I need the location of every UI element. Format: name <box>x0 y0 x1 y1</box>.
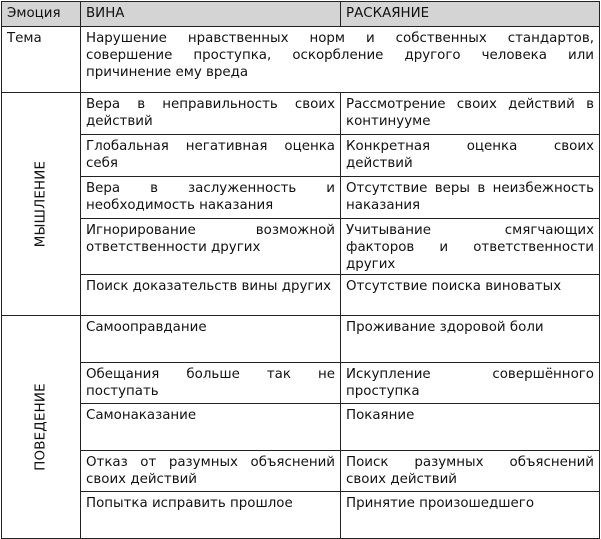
guilt-cell: Вера в неправильность своих действий <box>81 93 341 135</box>
remorse-cell: Проживание здоровой боли <box>341 316 600 363</box>
table-row <box>2 177 600 219</box>
guilt-cell: Попытка исправить прошлое <box>81 492 341 539</box>
table-row <box>2 492 600 539</box>
behavior-group-label <box>2 316 81 539</box>
remorse-cell: Отсутствие веры в неизбежность наказания <box>341 177 600 219</box>
theme-row <box>2 27 600 93</box>
guilt-cell: Поиск доказательств вины других <box>81 275 341 316</box>
remorse-cell: Рассмотрение своих действий в континууме <box>341 93 600 135</box>
remorse-cell: Принятие произошедшего <box>341 492 600 539</box>
guilt-cell: Самонаказание <box>81 404 341 451</box>
table-row <box>2 404 600 451</box>
behavior-label: ПОВЕДЕНИЕ <box>33 383 49 471</box>
table-row <box>2 316 600 363</box>
header-emotion: Эмоция <box>2 2 81 27</box>
header-remorse: РАСКАЯНИЕ <box>341 2 600 27</box>
thinking-group-label <box>2 93 81 316</box>
remorse-cell: Конкретная оценка своих действий <box>341 135 600 177</box>
table-row <box>2 135 600 177</box>
remorse-cell: Покаяние <box>341 404 600 451</box>
guilt-cell: Вера в заслуженность и необходимость наказания <box>81 177 341 219</box>
theme-label: Тема <box>2 27 81 93</box>
table-row <box>2 275 600 316</box>
table-row <box>2 451 600 492</box>
header-row <box>2 2 600 27</box>
remorse-cell: Искупление совершённого проступка <box>341 363 600 404</box>
table-row <box>2 93 600 135</box>
remorse-cell: Поиск разумных объяснений своих действий <box>341 451 600 492</box>
header-guilt: ВИНА <box>81 2 341 27</box>
guilt-cell: Самооправдание <box>81 316 341 363</box>
table-row <box>2 219 600 275</box>
guilt-remorse-table <box>1 1 600 539</box>
guilt-cell: Отказ от разумных объяснений своих действий <box>81 451 341 492</box>
remorse-cell: Отсутствие поиска виноватых <box>341 275 600 316</box>
guilt-cell: Глобальная негативная оценка себя <box>81 135 341 177</box>
thinking-label: МЫШЛЕНИЕ <box>33 160 49 248</box>
remorse-cell: Учитывание смягчающих факторов и ответственности других <box>341 219 600 275</box>
theme-text: Нарушение нравственных норм и собственных стандартов, совершение проступка, оскорбление другого человека или причинение ему вреда <box>81 27 600 93</box>
guilt-cell: Игнорирование возможной ответственности других <box>81 219 341 275</box>
table-row <box>2 363 600 404</box>
guilt-cell: Обещания больше так не поступать <box>81 363 341 404</box>
